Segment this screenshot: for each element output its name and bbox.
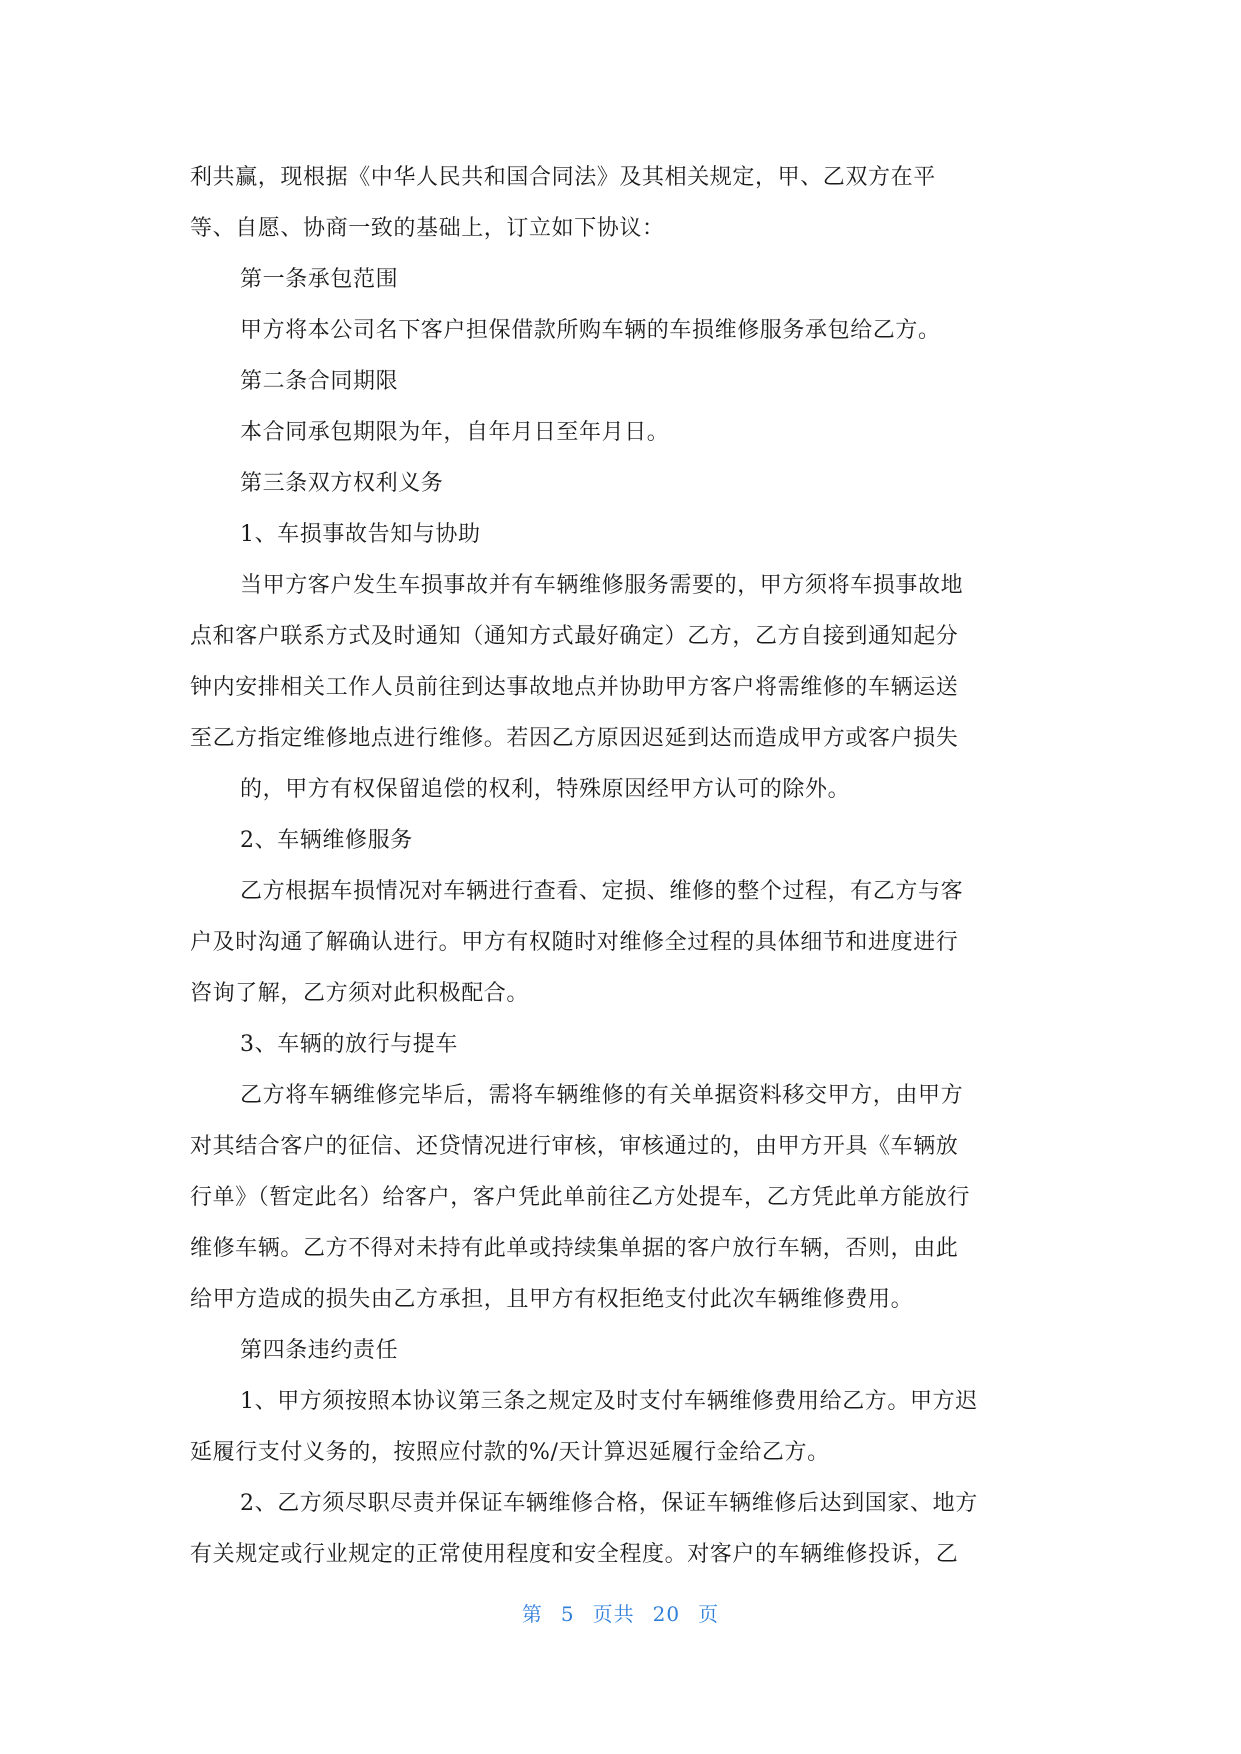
text-line: 利共赢，现根据《中华人民共和国合同法》及其相关规定，甲、乙双方在平	[190, 165, 936, 190]
text-line: 对其结合客户的征信、还贷情况进行审核，审核通过的，由甲方开具《车辆放	[190, 1134, 959, 1159]
text-line: 等、自愿、协商一致的基础上，订立如下协议：	[190, 216, 665, 241]
text-line: 维修车辆。乙方不得对未持有此单或持续集单据的客户放行车辆，否则，由此	[190, 1236, 959, 1261]
text-line: 延履行支付义务的，按照应付款的%/天计算迟延履行金给乙方。	[190, 1440, 830, 1465]
text-line: 咨询了解，乙方须对此积极配合。	[190, 981, 530, 1006]
footer-middle: 页共	[592, 1602, 635, 1626]
text-line: 第一条承包范围	[240, 267, 399, 292]
text-line: 乙方根据车损情况对车辆进行查看、定损、维修的整个过程，有乙方与客	[240, 879, 964, 904]
text-line: 户及时沟通了解确认进行。甲方有权随时对维修全过程的具体细节和进度进行	[190, 930, 959, 955]
text-line: 至乙方指定维修地点进行维修。若因乙方原因迟延到达而造成甲方或客户损失	[190, 726, 959, 751]
footer-prefix: 第	[521, 1602, 543, 1626]
text-line: 的，甲方有权保留追偿的权利，特殊原因经甲方认可的除外。	[240, 777, 851, 802]
text-line: 有关规定或行业规定的正常使用程度和安全程度。对客户的车辆维修投诉，乙	[190, 1542, 959, 1567]
footer-total-pages: 20	[652, 1602, 681, 1626]
page-footer	[0, 1598, 1241, 1627]
text-line: 3、车辆的放行与提车	[240, 1032, 458, 1057]
text-line: 第三条双方权利义务	[240, 471, 444, 496]
text-line: 2、车辆维修服务	[240, 828, 413, 853]
footer-suffix: 页	[698, 1602, 720, 1626]
text-line: 点和客户联系方式及时通知（通知方式最好确定）乙方，乙方自接到通知起分	[190, 624, 959, 649]
text-line: 本合同承包期限为年，自年月日至年月日。	[240, 420, 670, 445]
text-line: 当甲方客户发生车损事故并有车辆维修服务需要的，甲方须将车损事故地	[240, 573, 964, 598]
text-line: 第四条违约责任	[240, 1338, 399, 1363]
text-line: 1、车损事故告知与协助	[240, 522, 481, 547]
text-line: 乙方将车辆维修完毕后，需将车辆维修的有关单据资料移交甲方，由甲方	[240, 1083, 964, 1108]
text-line: 行单》（暂定此名）给客户，客户凭此单前往乙方处提车，乙方凭此单方能放行	[190, 1185, 971, 1210]
footer-current-page: 5	[560, 1602, 575, 1626]
text-line: 钟内安排相关工作人员前往到达事故地点并协助甲方客户将需维修的车辆运送	[190, 675, 959, 700]
document-body	[190, 152, 1062, 1580]
text-line: 1、甲方须按照本协议第三条之规定及时支付车辆维修费用给乙方。甲方迟	[240, 1389, 978, 1414]
text-line: 2、乙方须尽职尽责并保证车辆维修合格，保证车辆维修后达到国家、地方	[240, 1491, 978, 1516]
text-line: 第二条合同期限	[240, 369, 399, 394]
text-line: 给甲方造成的损失由乙方承担，且甲方有权拒绝支付此次车辆维修费用。	[190, 1287, 914, 1312]
text-line: 甲方将本公司名下客户担保借款所购车辆的车损维修服务承包给乙方。	[240, 318, 941, 343]
